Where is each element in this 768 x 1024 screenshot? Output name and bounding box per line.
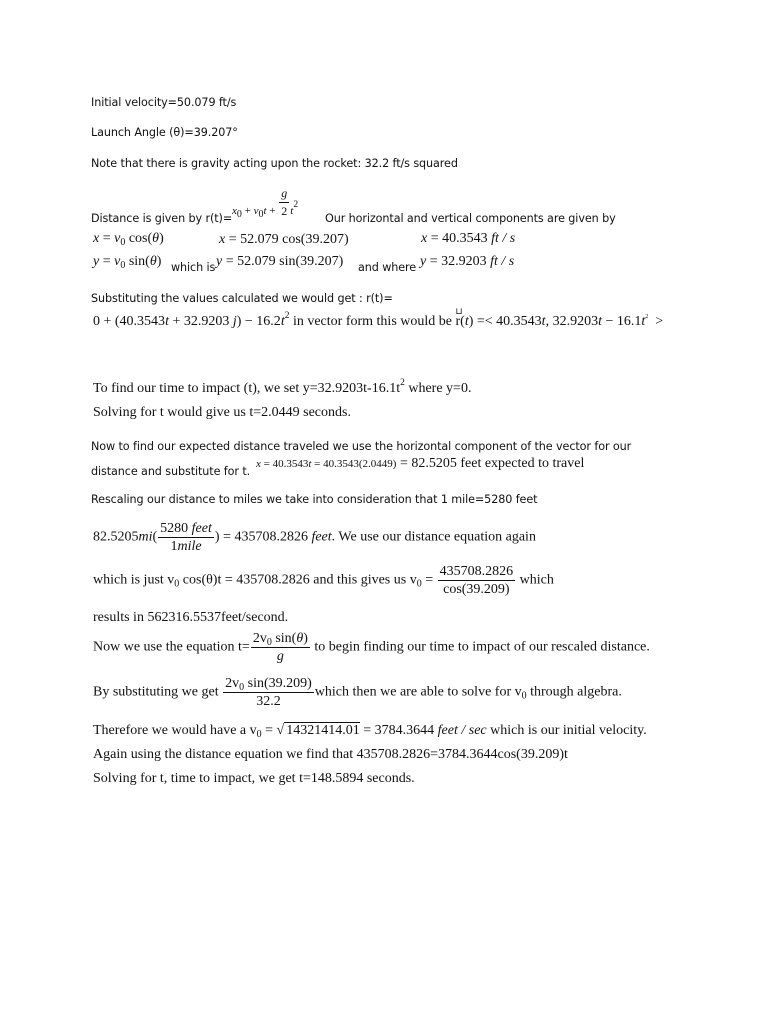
and-where-text: and where — [358, 261, 417, 274]
y-component-result: y = 32.9203 ft / s — [420, 254, 515, 269]
y-component-general: $y = v_0$ sin(θ) — [93, 254, 162, 271]
again-distance-line: Again using the distance equation we find that 435708.2826=3784.3644cos(39.209)t — [93, 747, 568, 762]
x-component-values: x = 52.079 cos(39.207) — [219, 232, 349, 247]
vector-form-text: in vector form this would be — [292, 314, 452, 329]
gravity-note-line: Note that there is gravity acting upon the rocket: 32.2 ft/s squared — [91, 157, 458, 170]
substituting-get-line: By substituting we get $\frac{2v_0 \sin(39.209)}{32.2}$ which then we are able to solve for $v_0$ through algebra. — [93, 676, 622, 709]
expected-distance-para-2: distance and substitute for t. — [91, 465, 251, 478]
expected-distance-equation: x = 40.3543t = 40.3543(2.0449) = 82.5205 feet expected to travel — [256, 456, 585, 471]
distance-label: Distance is given by r(t)= — [91, 212, 233, 225]
time-equation-line: Now we use the equation t= $\frac{2v_0 \sin(\theta)}{g}$ to begin finding our time to impact of our rescaled distance. — [93, 631, 650, 664]
x-component-result: x = 40.3543 ft / s — [421, 231, 516, 246]
x-component-general: $x = v_0$ cos(θ) — [93, 231, 164, 248]
expected-distance-para-1: Now to find our expected distance traveled we use the horizontal component of the vector for our — [91, 440, 632, 453]
rescaling-label: Rescaling our distance to miles we take into consideration that 1 mile=5280 feet — [91, 493, 538, 506]
therefore-line: Therefore we would have a $v_0$ = √ 14321414.01 = 3784.3644 feet / sec which is our initial velocity. — [93, 723, 647, 740]
y-component-values: y = 52.079 sin(39.207) — [216, 254, 344, 269]
results-line: results in 562316.5537feet/second. — [93, 610, 289, 625]
which-is-text: which is — [171, 261, 216, 274]
vector-equation: 0 + (40.3543t + 32.9203 $j) - 16.2t^2$ in vector form this would be ⊔ r(t) =< 40.3543t, $32.9203t - 16.1t^2$ > — [93, 306, 664, 329]
components-label: Our horizontal and vertical components are given by — [325, 212, 616, 225]
launch-angle-line: Launch Angle (θ)=39.207° — [91, 126, 238, 139]
impact-time-line: To find our time to impact (t), we set $y=32.9203t-16.1t^2$ where y=0. — [93, 378, 472, 396]
initial-velocity-line: Initial velocity=50.079 ft/s — [91, 96, 237, 109]
miles-conversion-equation: 82.5205mi( $\frac{\text{5280 feet}}{\text{1mile}}$ ) = 435708.2826 feet. We use our distance equation again — [93, 521, 536, 554]
which-is-just-line: which is just $v_0$ cos(θ)t = 435708.2826 and this gives us $v_0$ = $\frac{435708.2826}{\cos(39.209)}$ which — [93, 564, 554, 597]
substituting-label: Substituting the values calculated we would get : r(t)= — [91, 292, 393, 305]
final-time-line: Solving for t, time to impact, we get t=148.5894 seconds. — [93, 771, 415, 786]
solving-t-line: Solving for t would give us t=2.0449 seconds. — [93, 405, 351, 420]
position-formula: $x_0 + v_0t$ + $\frac{g}{2}$ $t^2$ — [232, 186, 299, 221]
